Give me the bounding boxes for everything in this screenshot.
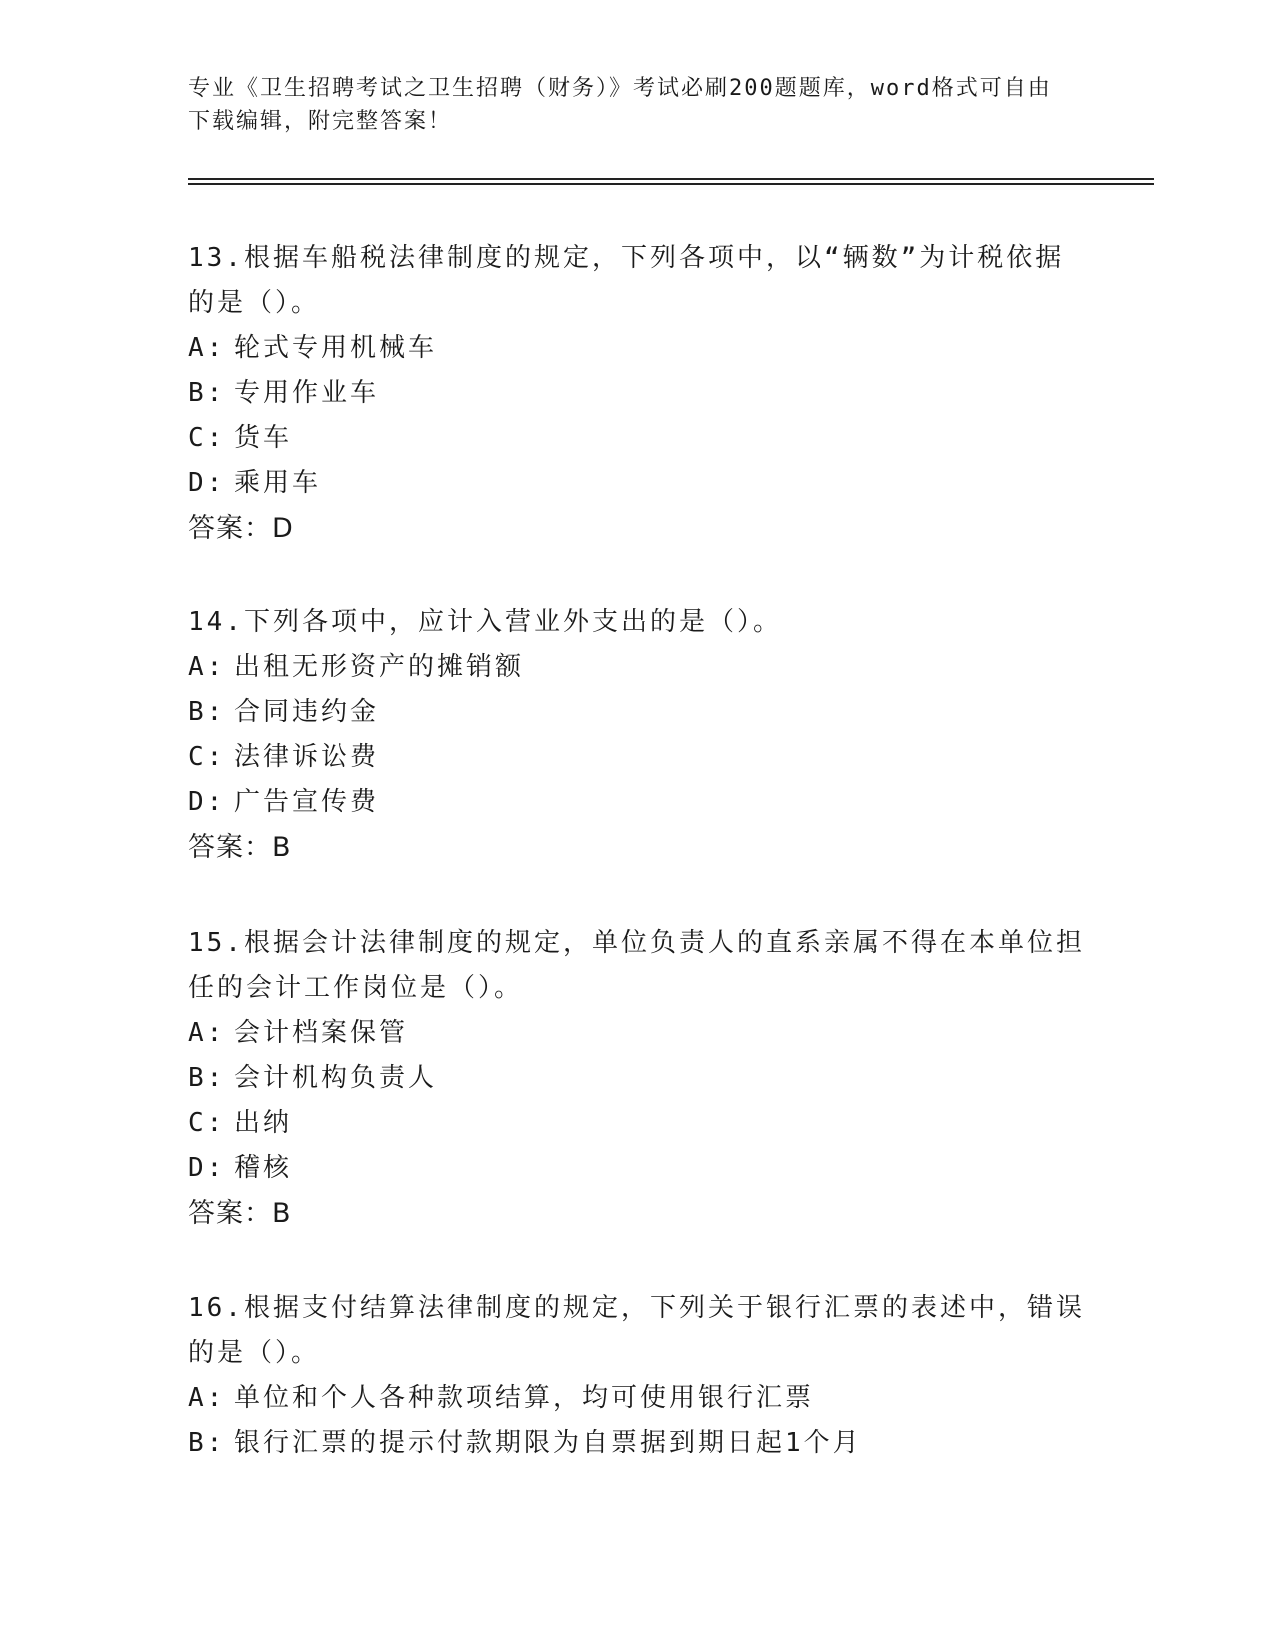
- option-c: [188, 416, 1088, 461]
- option-a: [188, 645, 1088, 690]
- option-c: [188, 1101, 1088, 1146]
- option-text: 法律诉讼费: [234, 742, 380, 772]
- option-key: B:: [188, 697, 226, 727]
- option-b: [188, 1421, 1088, 1466]
- question-stem: 16.根据支付结算法律制度的规定，下列关于银行汇票的表述中，错误的是（）。: [188, 1293, 1085, 1368]
- answer-line: 答案：B: [188, 1198, 292, 1229]
- option-text: 稽核: [234, 1153, 293, 1183]
- option-key: D:: [188, 787, 226, 817]
- option-text: 出租无形资产的摊销额: [234, 652, 525, 682]
- option-c: [188, 735, 1088, 780]
- option-b: [188, 1056, 1088, 1101]
- option-key: D:: [188, 468, 226, 498]
- option-key: A:: [188, 1018, 226, 1048]
- option-d: [188, 780, 1088, 825]
- option-a: [188, 1011, 1088, 1056]
- question-14: [188, 600, 1088, 870]
- option-d: [188, 1146, 1088, 1191]
- option-text: 会计机构负责人: [234, 1063, 438, 1093]
- question-stem: 14.下列各项中，应计入营业外支出的是（）。: [188, 607, 782, 637]
- option-text: 广告宣传费: [234, 787, 380, 817]
- option-key: B:: [188, 378, 226, 408]
- question-13: [188, 236, 1088, 551]
- option-text: 银行汇票的提示付款期限为自票据到期日起1个月: [234, 1428, 862, 1458]
- option-key: B:: [188, 1428, 226, 1458]
- option-text: 乘用车: [234, 468, 322, 498]
- question-stem: 15.根据会计法律制度的规定，单位负责人的直系亲属不得在本单位担任的会计工作岗位是（）。: [188, 928, 1085, 1003]
- option-key: A:: [188, 652, 226, 682]
- option-b: [188, 690, 1088, 735]
- option-text: 单位和个人各种款项结算，均可使用银行汇票: [234, 1383, 815, 1413]
- option-key: B:: [188, 1063, 226, 1093]
- option-key: C:: [188, 742, 226, 772]
- answer-line: 答案：D: [188, 513, 294, 544]
- header-divider-top: [188, 178, 1154, 180]
- option-text: 货车: [234, 423, 293, 453]
- option-a: [188, 1376, 1088, 1421]
- option-text: 会计档案保管: [234, 1018, 409, 1048]
- question-16: [188, 1286, 1088, 1466]
- header-divider-bottom: [188, 183, 1154, 185]
- option-key: A:: [188, 333, 226, 363]
- option-d: [188, 461, 1088, 506]
- option-text: 合同违约金: [234, 697, 380, 727]
- option-key: D:: [188, 1153, 226, 1183]
- option-key: C:: [188, 1108, 226, 1138]
- option-text: 出纳: [234, 1108, 293, 1138]
- answer-line: 答案：B: [188, 832, 292, 863]
- document-intro: 专业《卫生招聘考试之卫生招聘（财务）》考试必刷200题题库，word格式可自由下载编辑，附完整答案！: [188, 76, 1052, 134]
- question-15: [188, 921, 1088, 1236]
- option-a: [188, 326, 1088, 371]
- option-text: 专用作业车: [234, 378, 380, 408]
- question-stem: 13.根据车船税法律制度的规定，下列各项中，以“辆数”为计税依据的是（）。: [188, 243, 1065, 318]
- option-key: C:: [188, 423, 226, 453]
- option-key: A:: [188, 1383, 226, 1413]
- option-b: [188, 371, 1088, 416]
- option-text: 轮式专用机械车: [234, 333, 438, 363]
